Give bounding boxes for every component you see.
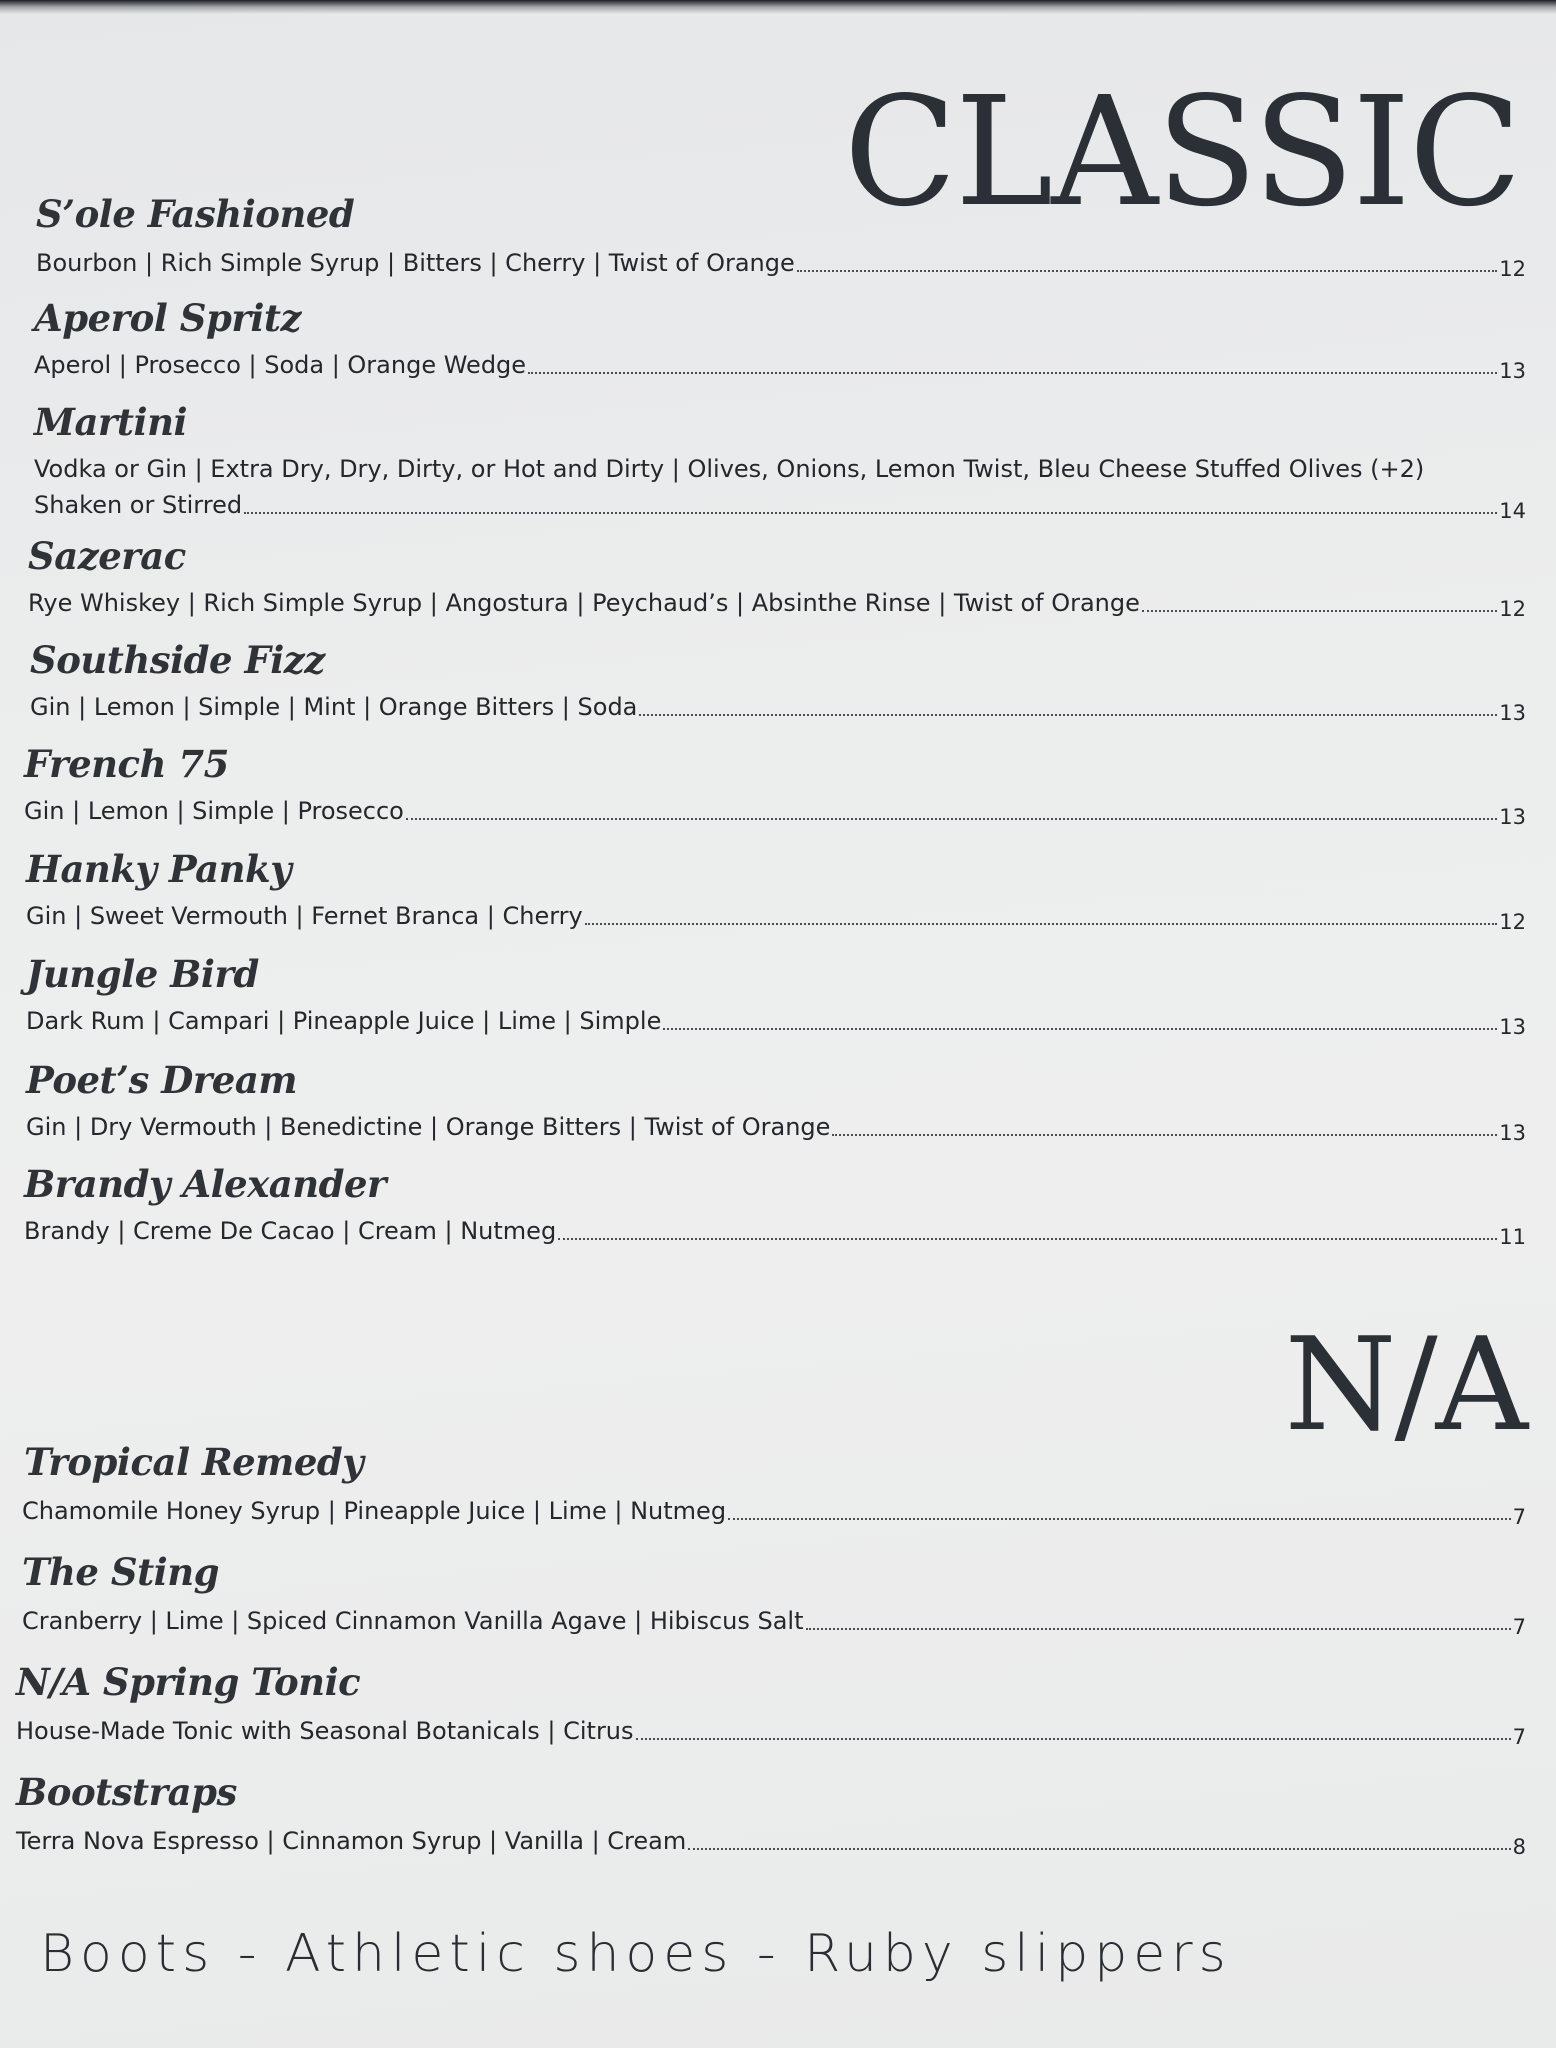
dot-leader <box>688 1848 1510 1850</box>
dot-leader <box>728 1518 1511 1520</box>
menu-item-name: S’ole Fashioned <box>36 192 355 236</box>
dot-leader <box>585 923 1498 925</box>
dot-leader <box>639 714 1497 716</box>
menu-item-description: Gin | Sweet Vermouth | Fernet Branca | Cherry <box>26 902 583 930</box>
section-title-na: N/A <box>1284 1311 1526 1460</box>
menu-item-description: Gin | Lemon | Simple | Prosecco <box>24 797 404 825</box>
menu-item-name: The Sting <box>22 1550 219 1594</box>
menu-item-desc-row <box>22 1602 1526 1639</box>
menu-item-price: 7 <box>1512 1505 1526 1529</box>
menu-item-bootstraps <box>0 1770 1556 1870</box>
menu-item-name: Aperol Spritz <box>34 296 301 340</box>
menu-item-price: 7 <box>1512 1615 1526 1639</box>
menu-item-brandy-alexander <box>0 1162 1556 1262</box>
menu-item-description: Gin | Dry Vermouth | Benedictine | Orange Bitters | Twist of Orange <box>26 1113 831 1141</box>
menu-item-the-sting <box>0 1550 1556 1650</box>
menu-item-jungle-bird <box>0 952 1556 1052</box>
menu-item-price: 14 <box>1499 499 1526 523</box>
dot-leader <box>663 1028 1497 1030</box>
menu-item-desc-row <box>16 1822 1526 1859</box>
dot-leader <box>406 818 1497 820</box>
page-edge-shadow <box>0 0 1556 14</box>
menu-item-price: 13 <box>1499 1015 1526 1039</box>
menu-item-description: Shaken or Stirred <box>34 491 243 519</box>
dot-leader <box>636 1738 1511 1740</box>
menu-item-name: Bootstraps <box>16 1770 237 1814</box>
menu-item-description: Dark Rum | Campari | Pineapple Juice | Lime | Simple <box>26 1007 662 1035</box>
menu-item-name: Tropical Remedy <box>24 1440 364 1484</box>
menu-item-price: 13 <box>1499 359 1526 383</box>
menu-item-desc-row <box>22 1492 1526 1529</box>
dot-leader <box>1142 610 1497 612</box>
menu-item-desc-row <box>26 1002 1526 1039</box>
menu-item-desc-row <box>26 897 1526 934</box>
menu-item-price: 8 <box>1512 1835 1526 1859</box>
menu-item-price: 13 <box>1499 1121 1526 1145</box>
menu-item-price: 13 <box>1499 701 1526 725</box>
menu-item-desc-row <box>36 244 1526 281</box>
dot-leader <box>558 1238 1497 1240</box>
menu-item-desc-row <box>24 792 1526 829</box>
menu-item-desc-row <box>16 1712 1526 1749</box>
menu-item-price: 13 <box>1499 805 1526 829</box>
menu-item-description: Terra Nova Espresso | Cinnamon Syrup | Vanilla | Cream <box>16 1827 687 1855</box>
menu-item-sole-fashioned <box>0 192 1556 292</box>
menu-item-price: 7 <box>1512 1725 1526 1749</box>
dot-leader <box>832 1134 1497 1136</box>
menu-item-southside-fizz <box>0 638 1556 738</box>
dot-leader <box>806 1628 1511 1630</box>
menu-item-description: Bourbon | Rich Simple Syrup | Bitters | Cherry | Twist of Orange <box>36 249 795 277</box>
menu-item-na-spring-tonic <box>0 1660 1556 1760</box>
menu-item-name: Brandy Alexander <box>24 1162 387 1206</box>
footer-tagline: Boots - Athletic shoes - Ruby slippers <box>40 1924 1232 1984</box>
menu-item-description: Rye Whiskey | Rich Simple Syrup | Angostura | Peychaud’s | Absinthe Rinse | Twist of Orange <box>28 589 1140 617</box>
menu-item-hanky-panky <box>0 847 1556 947</box>
menu-item-desc-row <box>34 346 1526 383</box>
menu-item-price: 12 <box>1499 597 1526 621</box>
menu-item-name: Martini <box>34 400 188 444</box>
menu-item-desc-row <box>26 1108 1526 1145</box>
menu-item-desc-row <box>24 1212 1526 1249</box>
menu-item-name: N/A Spring Tonic <box>16 1660 361 1704</box>
menu-item-poets-dream <box>0 1058 1556 1158</box>
dot-leader <box>797 270 1498 272</box>
menu-item-description: Chamomile Honey Syrup | Pineapple Juice | Lime | Nutmeg <box>22 1497 727 1525</box>
menu-item-description-line1: Vodka or Gin | Extra Dry, Dry, Dirty, or Hot and Dirty | Olives, Onions, Lemon Twist, Bleu Cheese Stuffed Olives (+2) <box>34 455 1425 483</box>
menu-item-description: Aperol | Prosecco | Soda | Orange Wedge <box>34 351 527 379</box>
menu-item-sazerac <box>0 534 1556 634</box>
menu-item-price: 11 <box>1499 1225 1526 1249</box>
dot-leader <box>244 512 1497 514</box>
menu-item-aperol-spritz <box>0 296 1556 396</box>
menu-item-french-75 <box>0 742 1556 842</box>
menu-item-name: Hanky Panky <box>26 847 292 891</box>
menu-item-price: 12 <box>1499 257 1526 281</box>
menu-item-description: Gin | Lemon | Simple | Mint | Orange Bitters | Soda <box>30 693 638 721</box>
section-title-classic: CLASSIC <box>843 64 1520 240</box>
menu-item-martini <box>0 400 1556 540</box>
menu-item-name: French 75 <box>24 742 229 786</box>
menu-item-desc-row <box>30 688 1526 725</box>
menu-item-description: Brandy | Creme De Cacao | Cream | Nutmeg <box>24 1217 557 1245</box>
menu-item-name: Jungle Bird <box>26 952 259 996</box>
dot-leader <box>528 372 1497 374</box>
menu-item-name: Southside Fizz <box>30 638 325 682</box>
menu-item-desc-row <box>34 486 1526 523</box>
menu-item-description: House-Made Tonic with Seasonal Botanicals | Citrus <box>16 1717 634 1745</box>
menu-item-tropical-remedy <box>0 1440 1556 1540</box>
menu-item-desc-row <box>28 584 1526 621</box>
menu-item-name: Poet’s Dream <box>26 1058 297 1102</box>
menu-item-name: Sazerac <box>28 534 186 578</box>
menu-item-price: 12 <box>1499 910 1526 934</box>
menu-item-description: Cranberry | Lime | Spiced Cinnamon Vanilla Agave | Hibiscus Salt <box>22 1607 804 1635</box>
